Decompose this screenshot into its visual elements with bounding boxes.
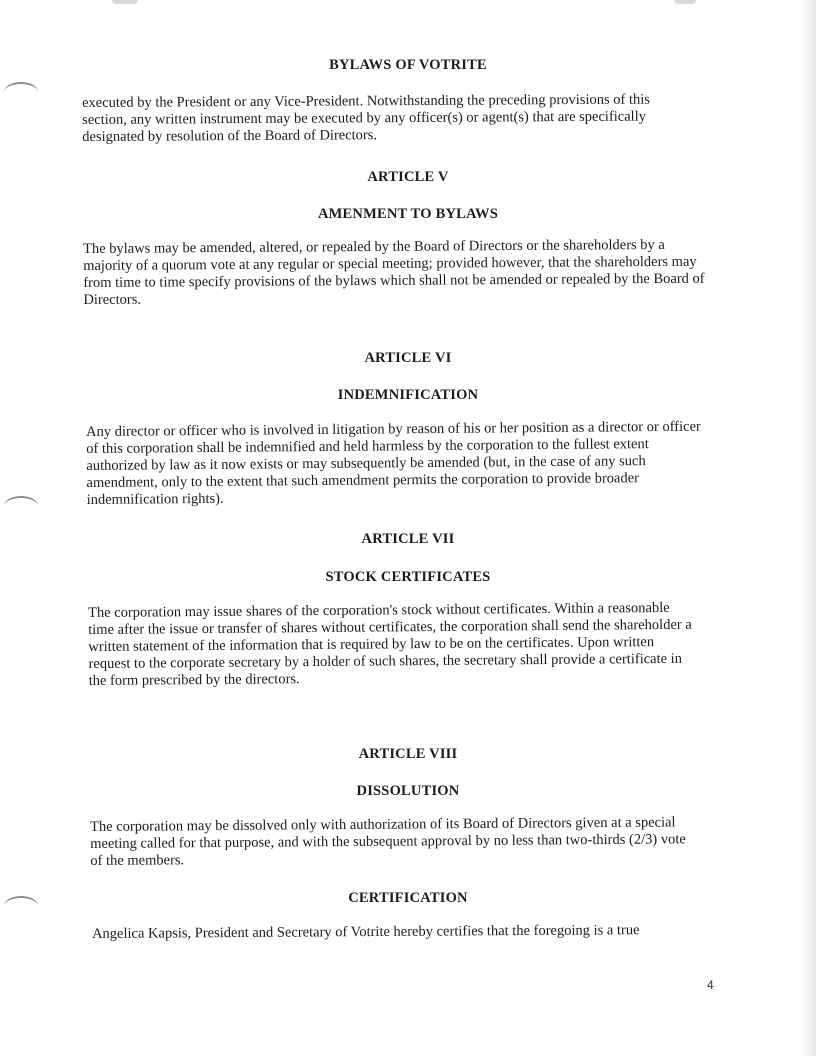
certification-title: CERTIFICATION [348, 890, 468, 906]
article-v-title: AMENMENT TO BYLAWS [317, 206, 499, 222]
article-viii-heading: ARTICLE VIII [358, 746, 458, 762]
certification-body: Angelica Kapsis, President and Secretary of Votrite hereby certifies that the foregoing is a true [92, 922, 640, 942]
page-number: 4 [707, 978, 714, 992]
intro-paragraph: executed by the President or any Vice-President. Notwithstanding the preceding provisions of this section, any written instrument may be executed by any officer(s) or agent(s) that are specifically designated by resolution of the Board of Directors. [82, 91, 650, 145]
article-vii-title: STOCK CERTIFICATES [325, 569, 491, 585]
scan-mark [112, 0, 138, 4]
scan-mark [674, 0, 696, 4]
article-vi-heading: ARTICLE VI [364, 350, 452, 366]
article-vi-body: Any director or officer who is involved in litigation by reason of his or her position as a director or officer of this corporation shall be indemnified and held harmless by the corporation to the fullest extent authorized by law as it now exists or may subsequently be amended (but, in the case of any such amendment, only to the extent that such amendment permits the corporation to provide broader indemnification rights). [86, 418, 701, 508]
article-viii-title: DISSOLUTION [356, 783, 460, 799]
article-vii-body: The corporation may issue shares of the corporation's stock without certificates. Within a reasonable time after the issue or transfer of shares without certificates, the corporation shall send the shareholder a written statement of the information that is required by law to be on the certificates. Upon written request to the corporate secretary by a holder of such shares, the secretary shall provide a certificate in the form prescribed by the directors. [88, 599, 692, 689]
document-title: BYLAWS OF VOTRITE [329, 57, 487, 73]
article-vii-heading: ARTICLE VII [361, 531, 455, 547]
article-viii-body: The corporation may be dissolved only with authorization of its Board of Directors given at a special meeting called for that purpose, and with the subsequent approval by no less than two-thirds (2/3) vote of the members. [90, 814, 686, 869]
article-vi-title: INDEMNIFICATION [337, 387, 479, 403]
punch-hole-mark [4, 496, 38, 516]
punch-hole-mark [4, 82, 38, 102]
article-v-heading: ARTICLE V [367, 169, 449, 185]
article-v-body: The bylaws may be amended, altered, or repealed by the Board of Directors or the shareholders by a majority of a quorum vote at any regular or special meeting; provided however, that the shareholders may from time to time specify provisions of the bylaws which shall not be amended or repealed by the Board of Directors. [83, 236, 705, 308]
